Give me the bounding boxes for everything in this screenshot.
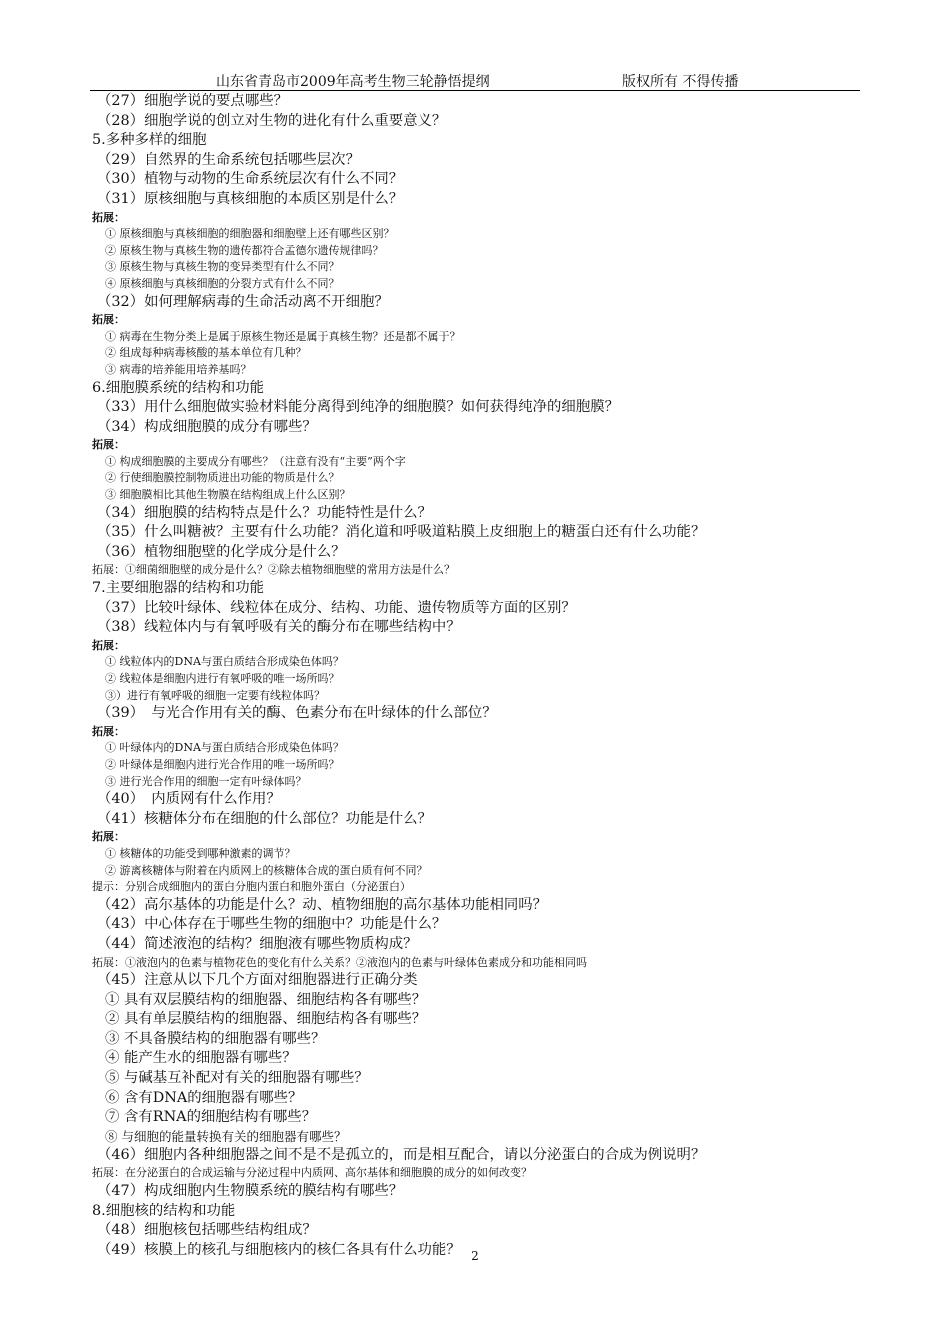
extension-item: ① 病毒在生物分类上是属于原核生物还是属于真核生物？还是都不属于？: [105, 329, 461, 343]
question-line: （43）中心体存在于哪些生物的细胞中？功能是什么？: [97, 916, 447, 933]
extension-item: ② 原核生物与真核生物的遗传都符合孟德尔遗传规律吗？: [105, 243, 384, 257]
classification-item: ② 具有单层膜结构的细胞器、细胞结构各有哪些？: [105, 1011, 427, 1028]
question-line: （30）植物与动物的生命系统层次有什么不同？: [97, 171, 404, 188]
question-line: （49）核膜上的核孔与细胞核内的核仁各具有什么功能？: [97, 1241, 461, 1258]
classification-item: ③ 不具备膜结构的细胞器有哪些？: [105, 1030, 326, 1047]
classification-item: ⑤ 与碱基互补配对有关的细胞器有哪些？: [105, 1070, 369, 1087]
question-line: （27）细胞学说的要点哪些？: [97, 93, 288, 109]
extension-item: ③ 细胞膜相比其他生物膜在结构组成上什么区别？: [105, 488, 351, 502]
section-heading: 8.细胞核的结构和功能: [92, 1202, 236, 1219]
classification-item: ① 具有双层膜结构的细胞器、细胞结构各有哪些？: [105, 991, 427, 1008]
question-line: （34）细胞膜的结构特点是什么？功能特性是什么？: [97, 504, 432, 521]
extension-item: ② 组成每种病毒核酸的基本单位有几种？: [105, 346, 307, 360]
extension-item: ② 行使细胞膜控制物质进出功能的物质是什么？: [105, 471, 340, 485]
extension-label: 拓展：: [92, 313, 125, 327]
extension-item: ③ 病毒的培养能用培养基吗？: [105, 362, 252, 376]
question-line: （42）高尔基体的功能是什么？动、植物细胞的高尔基体功能相同吗？: [97, 896, 548, 913]
question-line: （34）构成细胞膜的成分有哪些？: [97, 418, 317, 435]
classification-item: ⑧ 与细胞的能量转换有关的细胞器有哪些？: [105, 1128, 347, 1144]
section-heading: 6.细胞膜系统的结构和功能: [92, 379, 265, 396]
question-line: （36）植物细胞壁的化学成分是什么？: [97, 543, 346, 560]
note-line: 拓展：①细菌细胞壁的成分是什么？②除去植物细胞壁的常用方法是什么？: [92, 563, 455, 577]
page-number: 2: [471, 1249, 479, 1263]
question-line: （47）构成细胞内生物膜系统的膜结构有哪些？: [97, 1183, 404, 1200]
extension-label: 拓展：: [92, 830, 125, 844]
extension-label: 拓展：: [92, 638, 125, 652]
classification-item: ⑥ 含有DNA的细胞器有哪些？: [105, 1089, 303, 1106]
question-line: （40） 内质网有什么作用？: [97, 791, 281, 808]
section-heading: 7.主要细胞器的结构和功能: [92, 580, 265, 597]
extension-item: ② 线粒体是细胞内进行有氧呼吸的唯一场所吗？: [105, 672, 340, 685]
extension-label: 拓展：: [92, 724, 125, 738]
extension-item: ④ 原核细胞与真核细胞的分裂方式有什么不同？: [105, 276, 340, 290]
document-body: [92, 92, 862, 1260]
extension-label: 拓展：: [92, 210, 125, 224]
extension-item: ③ 进行光合作用的细胞一定有叶绿体吗？: [105, 774, 307, 788]
question-line: （37）比较叶绿体、线粒体在成分、结构、功能、遗传物质等方面的区别？: [97, 599, 576, 616]
note-line: 提示：分别合成细胞内的蛋白分胞内蛋白和胞外蛋白（分泌蛋白）: [92, 880, 411, 894]
question-line: （28）细胞学说的创立对生物的进化有什么重要意义？: [97, 112, 447, 129]
extension-label: 拓展：: [92, 438, 125, 452]
page-header: [90, 70, 860, 91]
question-line: （38）线粒体内与有氧呼吸有关的酶分布在哪些结构中？: [97, 619, 461, 636]
question-line: （48）细胞核包括哪些结构组成？: [97, 1222, 317, 1239]
question-line: （46）细胞内各种细胞器之间不是不是孤立的，而是相互配合，请以分泌蛋白的合成为例说明？: [97, 1146, 706, 1163]
extension-item: ① 构成细胞膜的主要成分有哪些？（注意有没有“主要”两个字: [105, 454, 406, 468]
question-line: （41）核糖体分布在细胞的什么部位？功能是什么？: [97, 810, 432, 827]
extension-item: ③ 原核生物与真核生物的变异类型有什么不同？: [105, 260, 340, 274]
extension-item: ① 叶绿体内的DNA与蛋白质结合形成染色体吗？: [105, 741, 344, 755]
question-line: （33）用什么细胞做实验材料能分离得到纯净的细胞膜？如何获得纯净的细胞膜？: [97, 399, 619, 416]
question-line: （39） 与光合作用有关的酶、色素分布在叶绿体的什么部位？: [97, 705, 497, 722]
extension-item: ① 线粒体内的DNA与蛋白质结合形成染色体吗？: [105, 655, 344, 669]
note-line: 拓展：①液泡内的色素与植物花色的变化有什么关系？②液泡内的色素与叶绿体色素成分和功能相同吗: [92, 955, 587, 969]
header-copyright: 版权所有 不得传播: [622, 74, 739, 90]
question-line: （44）简述液泡的结构？细胞液有哪些物质构成？: [97, 935, 418, 952]
question-line: （35）什么叫糖被？主要有什么功能？消化道和呼吸道粘膜上皮细胞上的糖蛋白还有什么功能？: [97, 524, 706, 541]
question-line: （45）注意从以下几个方面对细胞器进行正确分类: [97, 972, 418, 989]
section-heading: 5.多种多样的细胞: [92, 132, 207, 149]
question-line: （32）如何理解病毒的生命活动离不开细胞？: [97, 293, 389, 310]
note-line: 拓展：在分泌蛋白的合成运输与分泌过程中内质网、高尔基体和细胞膜的成分的如何改变？: [92, 1166, 532, 1180]
header-title: 山东省青岛市2009年高考生物三轮静悟提纲: [216, 74, 490, 90]
extension-item: ② 游离核糖体与附着在内质网上的核糖体合成的蛋白质有何不同？: [105, 863, 428, 877]
extension-item: ② 叶绿体是细胞内进行光合作用的唯一场所吗？: [105, 757, 340, 771]
question-line: （31）原核细胞与真核细胞的本质区别是什么？: [97, 190, 404, 207]
extension-item: ① 原核细胞与真核细胞的细胞器和细胞壁上还有哪些区别？: [105, 227, 395, 241]
classification-item: ④ 能产生水的细胞器有哪些？: [105, 1050, 297, 1067]
classification-item: ⑦ 含有RNA的细胞结构有哪些？: [105, 1109, 317, 1126]
extension-item: ③）进行有氧呼吸的细胞一定要有线粒体吗？: [105, 688, 325, 702]
question-line: （29）自然界的生命系统包括哪些层次？: [97, 151, 360, 168]
extension-item: ① 核糖体的功能受到哪种激素的调节？: [105, 846, 296, 860]
